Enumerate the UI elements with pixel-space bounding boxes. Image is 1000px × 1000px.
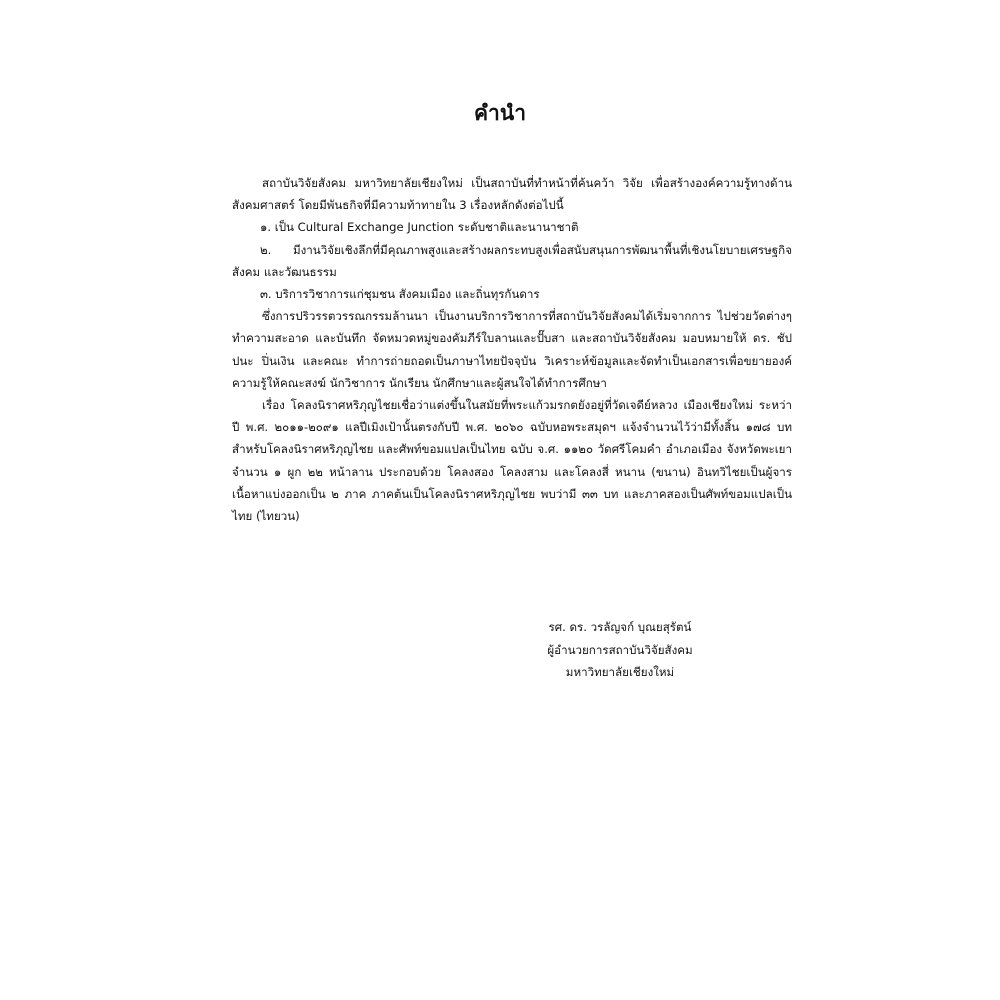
mission-item-2: ๒. มีงานวิจัยเชิงลึกที่มีคุณภาพสูงและสร้างผลกระทบสูงเพื่อสนับสนุนการพัฒนาพื้นที่เชิงนโยบายเศรษฐกิจ สังคม และวัฒนธรรม xyxy=(232,242,792,279)
intro-paragraph: สถาบันวิจัยสังคม มหาวิทยาลัยเชียงใหม่ เป็นสถาบันที่ทำหน้าที่ค้นคว้า วิจัย เพื่อสร้างองค์ความรู้ทางด้านสังคมศาสตร์ โดยมีพันธกิจที่มีความท้าทายใน 3 เรื่องหลักดังต่อไปนี้ xyxy=(232,176,792,213)
signature-block xyxy=(500,616,740,684)
service-paragraph: ซึ่งการปริวรรตวรรณกรรมล้านนา เป็นงานบริการวิชาการที่สถาบันวิจัยสังคมได้เริ่มจากการ ไปช่วยวัดต่างๆ ทำความสะอาด และบันทึก จัดหมวดหมู่ของคัมภีร์ใบลานและปั๊บสา และสถาบันวิจัยสังคม มอบหมายให้ ดร. ชัปปนะ ปิ่นเงิน และคณะ ทำการถ่ายถอดเป็นภาษาไทยปัจจุบัน วิเคราะห์ข้อมูลและจัดทำเป็นเอกสารเพื่อขยายองค์ความรู้ให้คณะสงฆ์ นักวิชาการ นักเรียน นักศึกษาและผู้สนใจได้ทำการศึกษา xyxy=(232,309,792,390)
signatory-position: ผู้อำนวยการสถาบันวิจัยสังคม xyxy=(547,642,693,657)
story-paragraph: เรื่อง โคลงนิราศหริภุญไชยเชื่อว่าแต่งขึ้นในสมัยที่พระแก้วมรกตยังอยู่ที่วัดเจดีย์หลวง เมืองเชียงใหม่ ระหว่าปี พ.ศ. ๒๐๑๑-๒๐๙๑ แลปีเมิงเป้านั้นตรงกับปี พ.ศ. ๒๐๖๐ ฉบับหอพระสมุดฯ แจ้งจำนวนไว้ว่ามีทั้งสิ้น ๑๗๘ บท สำหรับโคลงนิราศหริภุญไชย และศัพท์ขอมแปลเป็นไทย ฉบับ จ.ศ. ๑๑๒๐ วัดศรีโคมคำ อำเภอเมือง จังหวัดพะเยา จำนวน ๑ ผูก ๒๒ หน้าลาน ประกอบด้วย โคลงสอง โคลงสาม และโคลงสี่ หนาน (ขนาน) อินทวิไชยเป็นผู้จาร เนื้อหาแบ่งออกเป็น ๒ ภาค ภาคต้นเป็นโคลงนิราศหริภุญไชย พบว่ามี ๓๓ บท และภาคสองเป็นศัพท์ขอมแปลเป็นไทย (ไทยวน) xyxy=(232,398,792,524)
mission-item-3: ๓. บริการวิชาการแก่ชุมชน สังคมเมือง และถิ่นทุรกันดาร xyxy=(260,287,540,302)
page-title: คำนำ xyxy=(474,101,526,125)
mission-item-1: ๑. เป็น Cultural Exchange Junction ระดับชาติและนานาชาติ xyxy=(260,220,579,235)
body-text xyxy=(232,172,792,527)
signatory-organization: มหาวิทยาลัยเชียงใหม่ xyxy=(565,665,675,679)
signatory-name: รศ. ดร. วรลัญจก์ บุณยสุรัตน์ xyxy=(548,620,692,634)
